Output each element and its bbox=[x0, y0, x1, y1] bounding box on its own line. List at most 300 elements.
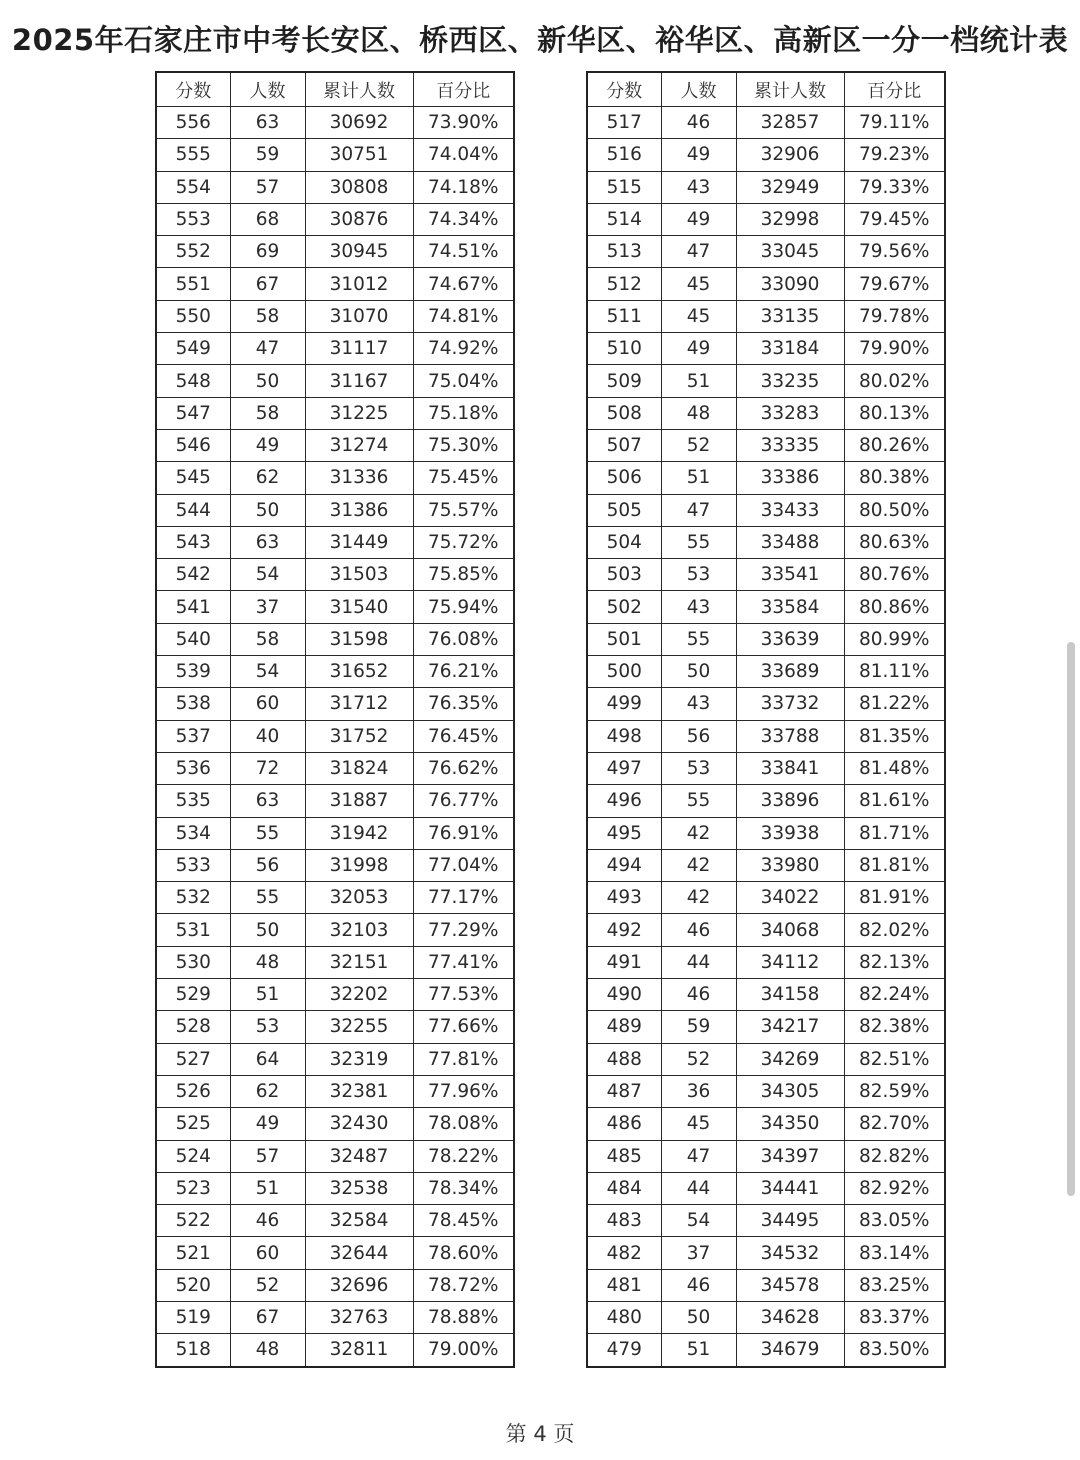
cell-count: 44 bbox=[661, 1172, 736, 1204]
cell-percentage: 79.67% bbox=[844, 268, 945, 300]
cell-score: 479 bbox=[587, 1334, 661, 1367]
cell-score: 512 bbox=[587, 268, 661, 300]
cell-percentage: 79.78% bbox=[844, 300, 945, 332]
cell-score: 505 bbox=[587, 494, 661, 526]
cell-percentage: 77.04% bbox=[413, 849, 514, 881]
table-row bbox=[156, 333, 514, 365]
cell-count: 47 bbox=[661, 1140, 736, 1172]
cell-cumulative: 31712 bbox=[305, 688, 413, 720]
cell-score: 486 bbox=[587, 1108, 661, 1140]
cell-score: 531 bbox=[156, 914, 230, 946]
table-row bbox=[587, 365, 945, 397]
cell-cumulative: 34305 bbox=[736, 1075, 844, 1107]
cell-cumulative: 33788 bbox=[736, 720, 844, 752]
cell-percentage: 73.90% bbox=[413, 107, 514, 139]
cell-score: 482 bbox=[587, 1237, 661, 1269]
cell-cumulative: 34495 bbox=[736, 1205, 844, 1237]
cell-cumulative: 34217 bbox=[736, 1011, 844, 1043]
cell-percentage: 78.60% bbox=[413, 1237, 514, 1269]
table-row bbox=[156, 300, 514, 332]
cell-count: 69 bbox=[230, 236, 305, 268]
cell-percentage: 81.81% bbox=[844, 849, 945, 881]
cell-percentage: 82.59% bbox=[844, 1075, 945, 1107]
cell-cumulative: 31652 bbox=[305, 656, 413, 688]
cell-cumulative: 33488 bbox=[736, 526, 844, 558]
cell-score: 540 bbox=[156, 623, 230, 655]
cell-score: 495 bbox=[587, 817, 661, 849]
table-row bbox=[156, 559, 514, 591]
cell-score: 491 bbox=[587, 946, 661, 978]
cell-cumulative: 34269 bbox=[736, 1043, 844, 1075]
cell-percentage: 75.94% bbox=[413, 591, 514, 623]
cell-percentage: 79.23% bbox=[844, 139, 945, 171]
cell-score: 532 bbox=[156, 882, 230, 914]
cell-count: 46 bbox=[661, 979, 736, 1011]
cell-count: 36 bbox=[661, 1075, 736, 1107]
cell-score: 493 bbox=[587, 882, 661, 914]
table-row bbox=[156, 785, 514, 817]
table-row bbox=[156, 429, 514, 461]
table-row bbox=[587, 1237, 945, 1269]
cell-cumulative: 33584 bbox=[736, 591, 844, 623]
cell-percentage: 75.57% bbox=[413, 494, 514, 526]
cell-cumulative: 33541 bbox=[736, 559, 844, 591]
cell-score: 556 bbox=[156, 107, 230, 139]
cell-score: 554 bbox=[156, 171, 230, 203]
cell-score: 543 bbox=[156, 526, 230, 558]
cell-count: 54 bbox=[230, 656, 305, 688]
cell-count: 51 bbox=[661, 1334, 736, 1367]
cell-score: 514 bbox=[587, 203, 661, 235]
cell-cumulative: 33335 bbox=[736, 429, 844, 461]
cell-count: 56 bbox=[661, 720, 736, 752]
cell-score: 485 bbox=[587, 1140, 661, 1172]
cell-score: 504 bbox=[587, 526, 661, 558]
cell-percentage: 83.14% bbox=[844, 1237, 945, 1269]
cell-cumulative: 33689 bbox=[736, 656, 844, 688]
cell-percentage: 76.21% bbox=[413, 656, 514, 688]
cell-count: 48 bbox=[230, 1334, 305, 1367]
cell-cumulative: 32763 bbox=[305, 1301, 413, 1333]
cell-score: 494 bbox=[587, 849, 661, 881]
cell-score: 546 bbox=[156, 429, 230, 461]
table-row bbox=[587, 688, 945, 720]
table-row bbox=[156, 688, 514, 720]
cell-score: 553 bbox=[156, 203, 230, 235]
cell-count: 42 bbox=[661, 882, 736, 914]
cell-score: 492 bbox=[587, 914, 661, 946]
cell-cumulative: 33184 bbox=[736, 333, 844, 365]
table-row bbox=[156, 623, 514, 655]
cell-score: 537 bbox=[156, 720, 230, 752]
cell-count: 45 bbox=[661, 268, 736, 300]
score-table-right-body bbox=[587, 107, 945, 1367]
table-row bbox=[156, 979, 514, 1011]
cell-count: 63 bbox=[230, 785, 305, 817]
cell-count: 47 bbox=[230, 333, 305, 365]
cell-count: 53 bbox=[661, 559, 736, 591]
cell-count: 59 bbox=[661, 1011, 736, 1043]
cell-cumulative: 32103 bbox=[305, 914, 413, 946]
cell-cumulative: 33732 bbox=[736, 688, 844, 720]
cell-count: 52 bbox=[230, 1269, 305, 1301]
cell-score: 521 bbox=[156, 1237, 230, 1269]
table-row bbox=[156, 1334, 514, 1367]
table-row bbox=[156, 526, 514, 558]
cell-percentage: 75.72% bbox=[413, 526, 514, 558]
cell-cumulative: 34532 bbox=[736, 1237, 844, 1269]
table-row bbox=[587, 1043, 945, 1075]
cell-percentage: 74.51% bbox=[413, 236, 514, 268]
column-header-cumulative: 累计人数 bbox=[736, 72, 844, 107]
table-row bbox=[587, 1334, 945, 1367]
cell-cumulative: 31070 bbox=[305, 300, 413, 332]
cell-percentage: 81.91% bbox=[844, 882, 945, 914]
table-row bbox=[587, 720, 945, 752]
cell-score: 545 bbox=[156, 462, 230, 494]
cell-score: 516 bbox=[587, 139, 661, 171]
cell-percentage: 75.45% bbox=[413, 462, 514, 494]
cell-count: 54 bbox=[230, 559, 305, 591]
cell-count: 53 bbox=[661, 752, 736, 784]
cell-score: 550 bbox=[156, 300, 230, 332]
column-header-score: 分数 bbox=[156, 72, 230, 107]
table-row bbox=[587, 333, 945, 365]
cell-percentage: 81.35% bbox=[844, 720, 945, 752]
cell-count: 45 bbox=[661, 1108, 736, 1140]
table-row bbox=[156, 849, 514, 881]
cell-count: 55 bbox=[661, 526, 736, 558]
table-row bbox=[587, 946, 945, 978]
table-row bbox=[156, 397, 514, 429]
cell-cumulative: 32053 bbox=[305, 882, 413, 914]
column-header-count: 人数 bbox=[661, 72, 736, 107]
cell-count: 49 bbox=[661, 333, 736, 365]
table-row bbox=[156, 1205, 514, 1237]
cell-count: 72 bbox=[230, 752, 305, 784]
cell-score: 508 bbox=[587, 397, 661, 429]
cell-count: 56 bbox=[230, 849, 305, 881]
cell-score: 498 bbox=[587, 720, 661, 752]
cell-percentage: 77.81% bbox=[413, 1043, 514, 1075]
table-row bbox=[587, 203, 945, 235]
cell-count: 67 bbox=[230, 1301, 305, 1333]
cell-cumulative: 31117 bbox=[305, 333, 413, 365]
cell-percentage: 79.90% bbox=[844, 333, 945, 365]
cell-cumulative: 31752 bbox=[305, 720, 413, 752]
cell-score: 520 bbox=[156, 1269, 230, 1301]
cell-percentage: 78.08% bbox=[413, 1108, 514, 1140]
score-table-right bbox=[586, 71, 946, 1368]
cell-score: 488 bbox=[587, 1043, 661, 1075]
cell-cumulative: 34022 bbox=[736, 882, 844, 914]
score-table-left bbox=[155, 71, 515, 1368]
cell-cumulative: 34068 bbox=[736, 914, 844, 946]
cell-count: 37 bbox=[230, 591, 305, 623]
table-row bbox=[587, 300, 945, 332]
cell-score: 525 bbox=[156, 1108, 230, 1140]
cell-cumulative: 32202 bbox=[305, 979, 413, 1011]
table-row bbox=[587, 559, 945, 591]
cell-percentage: 76.62% bbox=[413, 752, 514, 784]
cell-cumulative: 33896 bbox=[736, 785, 844, 817]
table-row bbox=[587, 268, 945, 300]
cell-percentage: 80.13% bbox=[844, 397, 945, 429]
cell-percentage: 83.05% bbox=[844, 1205, 945, 1237]
cell-score: 517 bbox=[587, 107, 661, 139]
cell-percentage: 82.70% bbox=[844, 1108, 945, 1140]
cell-cumulative: 32151 bbox=[305, 946, 413, 978]
cell-count: 49 bbox=[230, 1108, 305, 1140]
cell-cumulative: 32538 bbox=[305, 1172, 413, 1204]
table-row bbox=[156, 1301, 514, 1333]
cell-cumulative: 33135 bbox=[736, 300, 844, 332]
cell-percentage: 82.02% bbox=[844, 914, 945, 946]
cell-score: 552 bbox=[156, 236, 230, 268]
cell-count: 43 bbox=[661, 171, 736, 203]
cell-count: 60 bbox=[230, 1237, 305, 1269]
cell-percentage: 83.25% bbox=[844, 1269, 945, 1301]
cell-count: 45 bbox=[661, 300, 736, 332]
cell-percentage: 74.34% bbox=[413, 203, 514, 235]
table-row bbox=[587, 397, 945, 429]
cell-percentage: 78.72% bbox=[413, 1269, 514, 1301]
cell-cumulative: 34679 bbox=[736, 1334, 844, 1367]
cell-cumulative: 34628 bbox=[736, 1301, 844, 1333]
cell-percentage: 81.71% bbox=[844, 817, 945, 849]
cell-percentage: 78.45% bbox=[413, 1205, 514, 1237]
cell-percentage: 83.50% bbox=[844, 1334, 945, 1367]
cell-cumulative: 30692 bbox=[305, 107, 413, 139]
table-row bbox=[587, 656, 945, 688]
cell-count: 51 bbox=[230, 979, 305, 1011]
cell-count: 37 bbox=[661, 1237, 736, 1269]
table-row bbox=[587, 817, 945, 849]
cell-cumulative: 33433 bbox=[736, 494, 844, 526]
cell-cumulative: 31449 bbox=[305, 526, 413, 558]
table-row bbox=[156, 268, 514, 300]
table-row bbox=[156, 882, 514, 914]
table-row bbox=[587, 1140, 945, 1172]
cell-score: 541 bbox=[156, 591, 230, 623]
cell-cumulative: 30808 bbox=[305, 171, 413, 203]
cell-score: 549 bbox=[156, 333, 230, 365]
cell-count: 50 bbox=[230, 365, 305, 397]
cell-percentage: 80.02% bbox=[844, 365, 945, 397]
cell-score: 536 bbox=[156, 752, 230, 784]
cell-cumulative: 33938 bbox=[736, 817, 844, 849]
cell-count: 42 bbox=[661, 849, 736, 881]
cell-count: 52 bbox=[661, 1043, 736, 1075]
cell-cumulative: 32319 bbox=[305, 1043, 413, 1075]
table-row bbox=[587, 849, 945, 881]
table-row bbox=[587, 1205, 945, 1237]
cell-cumulative: 32430 bbox=[305, 1108, 413, 1140]
cell-count: 46 bbox=[661, 107, 736, 139]
cell-score: 551 bbox=[156, 268, 230, 300]
cell-percentage: 75.30% bbox=[413, 429, 514, 461]
cell-percentage: 80.50% bbox=[844, 494, 945, 526]
table-row bbox=[156, 171, 514, 203]
cell-cumulative: 33235 bbox=[736, 365, 844, 397]
cell-cumulative: 33841 bbox=[736, 752, 844, 784]
cell-percentage: 76.45% bbox=[413, 720, 514, 752]
cell-count: 53 bbox=[230, 1011, 305, 1043]
cell-cumulative: 31540 bbox=[305, 591, 413, 623]
table-row bbox=[156, 1237, 514, 1269]
table-row bbox=[156, 139, 514, 171]
table-row bbox=[156, 656, 514, 688]
table-row bbox=[156, 494, 514, 526]
table-row bbox=[156, 1269, 514, 1301]
cell-count: 62 bbox=[230, 462, 305, 494]
cell-percentage: 76.35% bbox=[413, 688, 514, 720]
cell-cumulative: 33283 bbox=[736, 397, 844, 429]
cell-count: 64 bbox=[230, 1043, 305, 1075]
cell-count: 52 bbox=[661, 429, 736, 461]
cell-percentage: 77.96% bbox=[413, 1075, 514, 1107]
cell-percentage: 80.26% bbox=[844, 429, 945, 461]
table-header-row bbox=[156, 72, 514, 107]
cell-score: 507 bbox=[587, 429, 661, 461]
cell-percentage: 79.56% bbox=[844, 236, 945, 268]
cell-percentage: 75.18% bbox=[413, 397, 514, 429]
cell-percentage: 77.41% bbox=[413, 946, 514, 978]
scrollbar-thumb[interactable] bbox=[1067, 642, 1075, 1196]
cell-percentage: 82.38% bbox=[844, 1011, 945, 1043]
cell-count: 50 bbox=[230, 914, 305, 946]
cell-score: 528 bbox=[156, 1011, 230, 1043]
cell-percentage: 79.00% bbox=[413, 1334, 514, 1367]
cell-count: 62 bbox=[230, 1075, 305, 1107]
table-row bbox=[587, 1172, 945, 1204]
cell-count: 48 bbox=[230, 946, 305, 978]
cell-percentage: 78.34% bbox=[413, 1172, 514, 1204]
cell-cumulative: 34578 bbox=[736, 1269, 844, 1301]
cell-count: 47 bbox=[661, 494, 736, 526]
cell-score: 524 bbox=[156, 1140, 230, 1172]
cell-count: 40 bbox=[230, 720, 305, 752]
cell-cumulative: 34158 bbox=[736, 979, 844, 1011]
vertical-scrollbar[interactable] bbox=[1065, 0, 1077, 1460]
cell-count: 43 bbox=[661, 688, 736, 720]
cell-score: 535 bbox=[156, 785, 230, 817]
cell-cumulative: 32255 bbox=[305, 1011, 413, 1043]
cell-count: 49 bbox=[230, 429, 305, 461]
cell-percentage: 80.63% bbox=[844, 526, 945, 558]
cell-cumulative: 32487 bbox=[305, 1140, 413, 1172]
cell-cumulative: 33386 bbox=[736, 462, 844, 494]
table-row bbox=[156, 1140, 514, 1172]
table-row bbox=[587, 1301, 945, 1333]
table-row bbox=[587, 1075, 945, 1107]
cell-cumulative: 31336 bbox=[305, 462, 413, 494]
cell-count: 48 bbox=[661, 397, 736, 429]
cell-score: 555 bbox=[156, 139, 230, 171]
cell-score: 519 bbox=[156, 1301, 230, 1333]
cell-percentage: 74.92% bbox=[413, 333, 514, 365]
cell-score: 547 bbox=[156, 397, 230, 429]
cell-score: 510 bbox=[587, 333, 661, 365]
cell-cumulative: 32906 bbox=[736, 139, 844, 171]
cell-score: 497 bbox=[587, 752, 661, 784]
cell-percentage: 77.17% bbox=[413, 882, 514, 914]
cell-cumulative: 33045 bbox=[736, 236, 844, 268]
table-row bbox=[156, 1172, 514, 1204]
cell-score: 502 bbox=[587, 591, 661, 623]
cell-score: 509 bbox=[587, 365, 661, 397]
cell-percentage: 81.61% bbox=[844, 785, 945, 817]
table-row bbox=[587, 882, 945, 914]
cell-percentage: 81.11% bbox=[844, 656, 945, 688]
cell-count: 67 bbox=[230, 268, 305, 300]
cell-cumulative: 31887 bbox=[305, 785, 413, 817]
cell-count: 55 bbox=[661, 785, 736, 817]
column-header-percentage: 百分比 bbox=[413, 72, 514, 107]
cell-count: 58 bbox=[230, 397, 305, 429]
table-row bbox=[587, 623, 945, 655]
page-number: 第 4 页 bbox=[505, 1422, 575, 1446]
cell-percentage: 81.22% bbox=[844, 688, 945, 720]
column-header-cumulative: 累计人数 bbox=[305, 72, 413, 107]
cell-score: 515 bbox=[587, 171, 661, 203]
cell-count: 57 bbox=[230, 1140, 305, 1172]
cell-count: 46 bbox=[661, 1269, 736, 1301]
cell-percentage: 76.77% bbox=[413, 785, 514, 817]
cell-percentage: 82.82% bbox=[844, 1140, 945, 1172]
table-row bbox=[587, 591, 945, 623]
cell-percentage: 79.33% bbox=[844, 171, 945, 203]
cell-cumulative: 30751 bbox=[305, 139, 413, 171]
cell-cumulative: 32584 bbox=[305, 1205, 413, 1237]
table-row bbox=[587, 236, 945, 268]
cell-cumulative: 34350 bbox=[736, 1108, 844, 1140]
cell-count: 50 bbox=[230, 494, 305, 526]
cell-cumulative: 33090 bbox=[736, 268, 844, 300]
cell-cumulative: 30945 bbox=[305, 236, 413, 268]
cell-cumulative: 34397 bbox=[736, 1140, 844, 1172]
table-row bbox=[156, 236, 514, 268]
cell-count: 68 bbox=[230, 203, 305, 235]
table-row bbox=[587, 429, 945, 461]
cell-percentage: 80.86% bbox=[844, 591, 945, 623]
cell-percentage: 75.04% bbox=[413, 365, 514, 397]
table-row bbox=[156, 107, 514, 139]
cell-count: 50 bbox=[661, 1301, 736, 1333]
column-header-percentage: 百分比 bbox=[844, 72, 945, 107]
cell-score: 511 bbox=[587, 300, 661, 332]
cell-count: 47 bbox=[661, 236, 736, 268]
cell-percentage: 81.48% bbox=[844, 752, 945, 784]
cell-score: 542 bbox=[156, 559, 230, 591]
cell-cumulative: 31942 bbox=[305, 817, 413, 849]
cell-score: 489 bbox=[587, 1011, 661, 1043]
cell-percentage: 74.18% bbox=[413, 171, 514, 203]
cell-percentage: 76.08% bbox=[413, 623, 514, 655]
cell-cumulative: 32381 bbox=[305, 1075, 413, 1107]
table-row bbox=[156, 914, 514, 946]
cell-score: 500 bbox=[587, 656, 661, 688]
table-row bbox=[587, 914, 945, 946]
cell-count: 50 bbox=[661, 656, 736, 688]
cell-cumulative: 30876 bbox=[305, 203, 413, 235]
cell-percentage: 75.85% bbox=[413, 559, 514, 591]
cell-cumulative: 32696 bbox=[305, 1269, 413, 1301]
cell-cumulative: 34112 bbox=[736, 946, 844, 978]
cell-count: 55 bbox=[230, 882, 305, 914]
cell-score: 499 bbox=[587, 688, 661, 720]
cell-percentage: 77.53% bbox=[413, 979, 514, 1011]
